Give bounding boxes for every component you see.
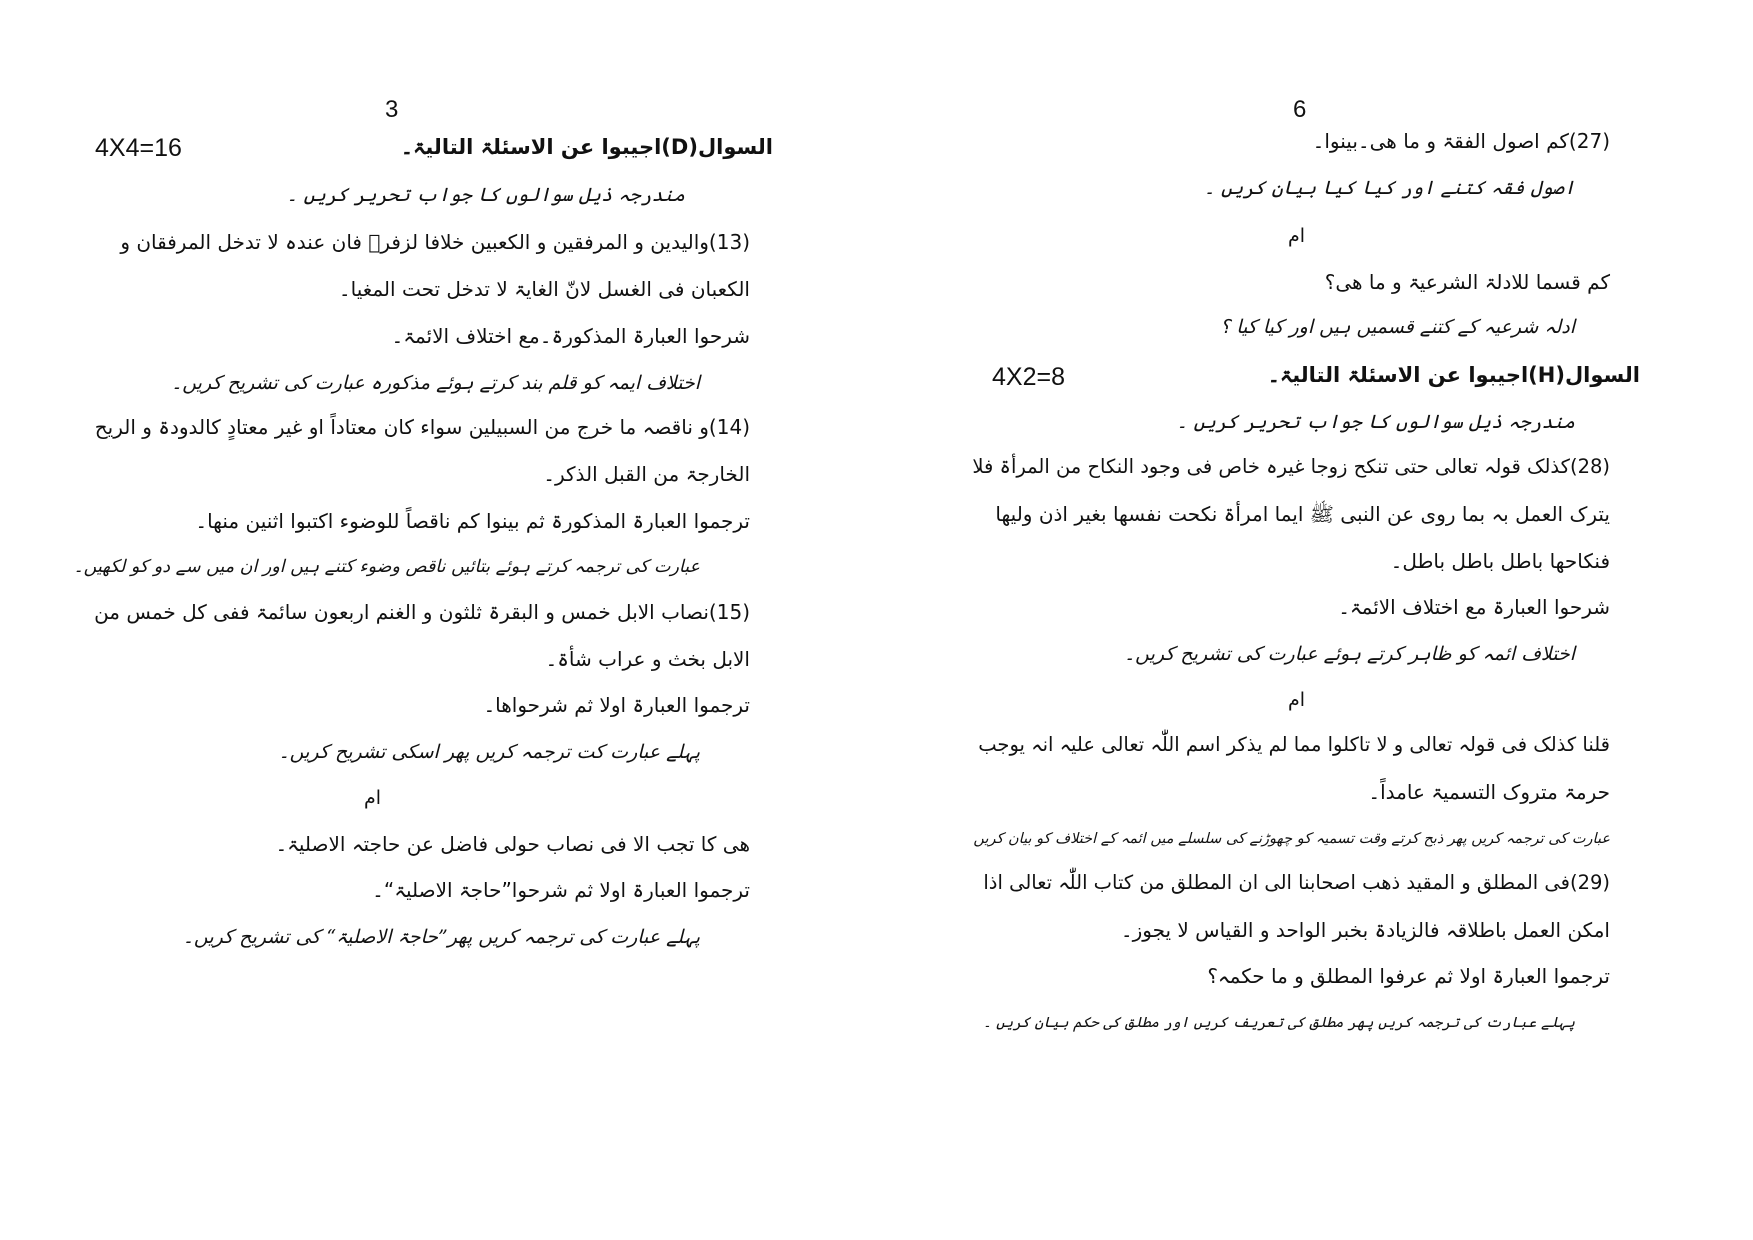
question-text: (14)و ناقصہ ما خرج من السبیلین سواء کان معتاداً او غیر معتادٍ کالدودۃ و الریح bbox=[94, 415, 750, 439]
question-text: الکعبان فی الغسل لانّ الغایۃ لا تدخل تحت المغیا۔ bbox=[338, 277, 750, 301]
marks: 4X2=8 bbox=[992, 363, 1065, 391]
question-text: کم قسما للادلۃ الشرعیۃ و ما ھی؟ bbox=[1324, 270, 1610, 294]
urdu-instruction: مندرجہ ذیل سوالوں کا جواب تحریر کریں ۔ bbox=[1176, 411, 1575, 433]
question-text: ترجموا العبارۃ اولا ثم شرحواھا۔ bbox=[483, 693, 750, 717]
question-text: فنکاحھا باطل باطل باطل۔ bbox=[1390, 549, 1610, 573]
urdu-instruction: ادلہ شرعیہ کے کتنے قسمیں ہیں اور کیا کیا ؟ bbox=[1220, 316, 1575, 338]
urdu-instruction: عبارت کی ترجمہ کریں پھر ذبح کرتے وقت تسمیہ کو چھوڑنے کی سلسلے میں ائمہ کے اختلاف کو بیان کریں bbox=[973, 831, 1610, 847]
question-heading: السوال(D)اجیبوا عن الاسئلۃ التالیۃ۔ bbox=[400, 135, 773, 159]
urdu-instruction: پہلے عبارت کی ترجمہ کریں پھر”حاجۃ الاصلیۃ“ کی تشریح کریں۔ bbox=[182, 926, 700, 948]
or-separator: ام bbox=[1288, 689, 1306, 711]
question-text: شرحوا العبارۃ المذکورۃ۔مع اختلاف الائمۃ۔ bbox=[391, 324, 750, 348]
page-number: 6 bbox=[1293, 96, 1307, 123]
or-separator: ام bbox=[364, 787, 382, 809]
page-number: 3 bbox=[385, 96, 399, 123]
question-text: (27)کم اصول الفقۃ و ما ھی۔بینوا۔ bbox=[1312, 129, 1610, 153]
urdu-instruction: اختلاف ایمہ کو قلم بند کرتے ہوئے مذکورہ عبارت کی تشریح کریں۔ bbox=[171, 372, 700, 394]
urdu-instruction: عبارت کی ترجمہ کرتے ہوئے بتائیں ناقص وضوء کتنے ہیں اور ان میں سے دو کو لکھیں۔ bbox=[73, 557, 700, 577]
question-text: امکن العمل باطلاقہ فالزیادۃ بخبر الواحد و القیاس لا یجوز۔ bbox=[1120, 918, 1610, 942]
urdu-instruction: مندرجہ ذیل سوالوں کا جواب تحریر کریں ۔ bbox=[286, 184, 685, 206]
question-text: ترجموا العبارۃ اولا ثم شرحوا”حاجۃ الاصلیۃ“۔ bbox=[372, 878, 750, 902]
marks: 4X4=16 bbox=[95, 134, 182, 162]
question-text: الابل بخث و عراب شأۃ۔ bbox=[545, 647, 750, 671]
question-text: الخارجۃ من القبل الذکر۔ bbox=[543, 462, 750, 486]
question-text: (29)فی المطلق و المقید ذھب اصحابنا الی ان المطلق من کتاب اللّٰہ تعالی اذا bbox=[983, 871, 1610, 894]
right-page bbox=[970, 0, 1660, 1240]
urdu-instruction: پہلے عبارت کت ترجمہ کریں پھر اسکی تشریح کریں۔ bbox=[278, 741, 700, 763]
question-text: (28)کذلک قولہ تعالی حتی تنکح زوجا غیرہ خاص فی وجود النکاح من المرأۃ فلا bbox=[972, 455, 1610, 478]
question-text: ترجموا العبارۃ اولا ثم عرفوا المطلق و ما حکمہ؟ bbox=[1207, 964, 1610, 988]
question-text: ترجموا العبارۃ المذکورۃ ثم بینوا کم ناقصاً للوضوء اکتبوا اثنین منھا۔ bbox=[195, 509, 750, 533]
question-text: شرحوا العبارۃ مع اختلاف الائمۃ۔ bbox=[1338, 595, 1610, 619]
or-separator: ام bbox=[1288, 225, 1306, 247]
question-text: ھی کا تجب الا فی نصاب حولی فاضل عن حاجتہ الاصلیۃ۔ bbox=[275, 832, 750, 856]
urdu-instruction: پہلے عبارت کی ترجمہ کریں پھر مطلق کی تعریف کریں اور مطلق کی حکم بیان کریں ۔ bbox=[982, 1015, 1575, 1031]
left-page bbox=[70, 0, 773, 1240]
question-text: یترک العمل بہ بما روی عن النبی ﷺ ایما امرأۃ نکحت نفسھا بغیر اذن ولیھا bbox=[995, 502, 1610, 526]
urdu-instruction: اختلاف ائمہ کو ظاہر کرتے ہوئے عبارت کی تشریح کریں۔ bbox=[1123, 643, 1575, 665]
question-heading: السوال(H)اجیبوا عن الاسئلۃ التالیۃ۔ bbox=[1267, 363, 1640, 387]
question-text: (15)نصاب الابل خمس و البقرۃ ثلثون و الغنم اربعون سائمۃ ففی کل خمس من bbox=[94, 600, 750, 624]
question-text: قلنا کذلک فی قولہ تعالی و لا تاکلوا مما لم یذکر اسم اللّٰہ تعالی علیہ انہ یوجب bbox=[978, 733, 1610, 756]
urdu-instruction: اصول فقہ کتنے اور کیا کیا بیان کریں ۔ bbox=[1203, 177, 1575, 199]
question-text: حرمۃ متروک التسمیۃ عامداً۔ bbox=[1368, 780, 1610, 804]
question-text: (13)والیدین و المرفقین و الکعبین خلافا لزفرؒ فان عندہ لا تدخل المرفقان و bbox=[120, 230, 750, 254]
